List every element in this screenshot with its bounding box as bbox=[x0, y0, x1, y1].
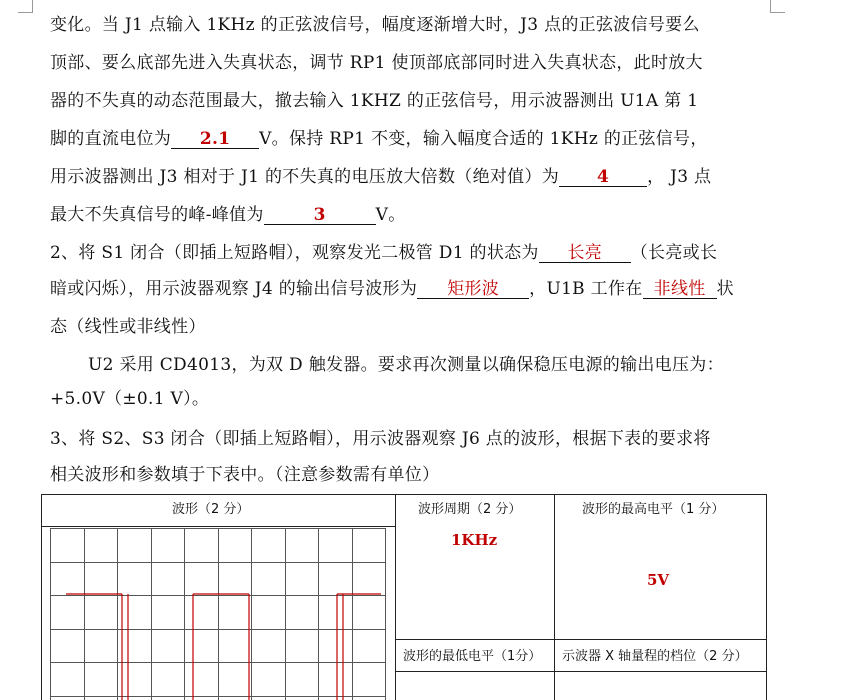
table-header-max-level: 波形的最高电平（1 分） bbox=[582, 502, 725, 517]
paragraph-line-3: 器的不失真的动态范围最大，撤去输入 1KHZ 的正弦信号，用示波器测出 U1A 第 1 bbox=[50, 91, 699, 111]
table-header-x-range: 示波器 X 轴量程的档位（2 分） bbox=[562, 649, 748, 664]
period-value[interactable]: 1KHz bbox=[451, 531, 498, 549]
table-header-period: 波形周期（2 分） bbox=[418, 502, 522, 517]
text-fragment: ， J3 点 bbox=[647, 167, 712, 187]
dc-voltage-answer[interactable]: 2.1 bbox=[171, 130, 259, 149]
text-fragment: 状 bbox=[716, 279, 734, 299]
gain-answer[interactable]: 4 bbox=[559, 168, 647, 187]
paragraph-line-2: 顶部、要么底部先进入失真状态，调节 RP1 使顶部底部同时进入失真状态，此时放大 bbox=[50, 53, 703, 73]
paragraph-line-11: +5.0V（±0.1 V）。 bbox=[50, 389, 210, 409]
table-header-min-level: 波形的最低电平（1分） bbox=[403, 649, 542, 664]
max-level-value[interactable]: 5V bbox=[647, 571, 670, 589]
text-fragment: 2、将 S1 闭合（即插上短路帽），观察发光二极管 D1 的状态为 bbox=[50, 243, 539, 263]
oscilloscope-grid bbox=[50, 528, 386, 700]
table-borders bbox=[41, 494, 767, 700]
paragraph-line-4 bbox=[50, 124, 708, 149]
page-corner-mark-left bbox=[18, 0, 33, 13]
text-fragment: （长亮或长 bbox=[630, 243, 718, 263]
page-corner-mark-right bbox=[770, 0, 785, 13]
text-fragment: V。保持 RP1 不变，输入幅度合适的 1KHz 的正弦信号， bbox=[259, 129, 708, 149]
paragraph-line-6 bbox=[50, 200, 406, 225]
paragraph-line-12: 3、将 S2、S3 闭合（即插上短路帽），用示波器观察 J6 点的波形，根据下表的要求将 bbox=[50, 429, 711, 449]
text-fragment: 用示波器测出 J3 相对于 J1 的不失真的电压放大倍数（绝对值）为 bbox=[50, 167, 560, 187]
paragraph-line-5 bbox=[50, 162, 711, 187]
led-state-answer[interactable]: 长亮 bbox=[539, 244, 631, 263]
square-waveform bbox=[66, 594, 381, 700]
text-fragment: V。 bbox=[375, 205, 406, 225]
paragraph-line-9: 态（线性或非线性） bbox=[50, 317, 206, 337]
paragraph-line-7 bbox=[50, 238, 717, 263]
paragraph-line-10: U2 采用 CD4013，为双 D 触发器。要求再次测量以确保稳压电源的输出电压为： bbox=[88, 355, 724, 375]
text-fragment: 脚的直流电位为 bbox=[50, 129, 172, 149]
paragraph-line-13: 相关波形和参数填于下表中。（注意参数需有单位） bbox=[50, 465, 440, 485]
vpp-answer[interactable]: 3 bbox=[264, 206, 376, 225]
paragraph-line-1: 变化。当 J1 点输入 1KHz 的正弦波信号，幅度逐渐增大时，J3 点的正弦波信号要么 bbox=[50, 15, 700, 35]
waveform-answer[interactable]: 矩形波 bbox=[417, 280, 529, 299]
text-fragment: 最大不失真信号的峰-峰值为 bbox=[50, 205, 264, 225]
text-fragment: 暗或闪烁），用示波器观察 J4 的输出信号波形为 bbox=[50, 279, 418, 299]
paragraph-line-8 bbox=[50, 274, 734, 299]
text-fragment: ，U1B 工作在 bbox=[529, 279, 643, 299]
region-answer[interactable]: 非线性 bbox=[643, 280, 717, 299]
table-header-waveform: 波形（2 分） bbox=[172, 502, 250, 517]
